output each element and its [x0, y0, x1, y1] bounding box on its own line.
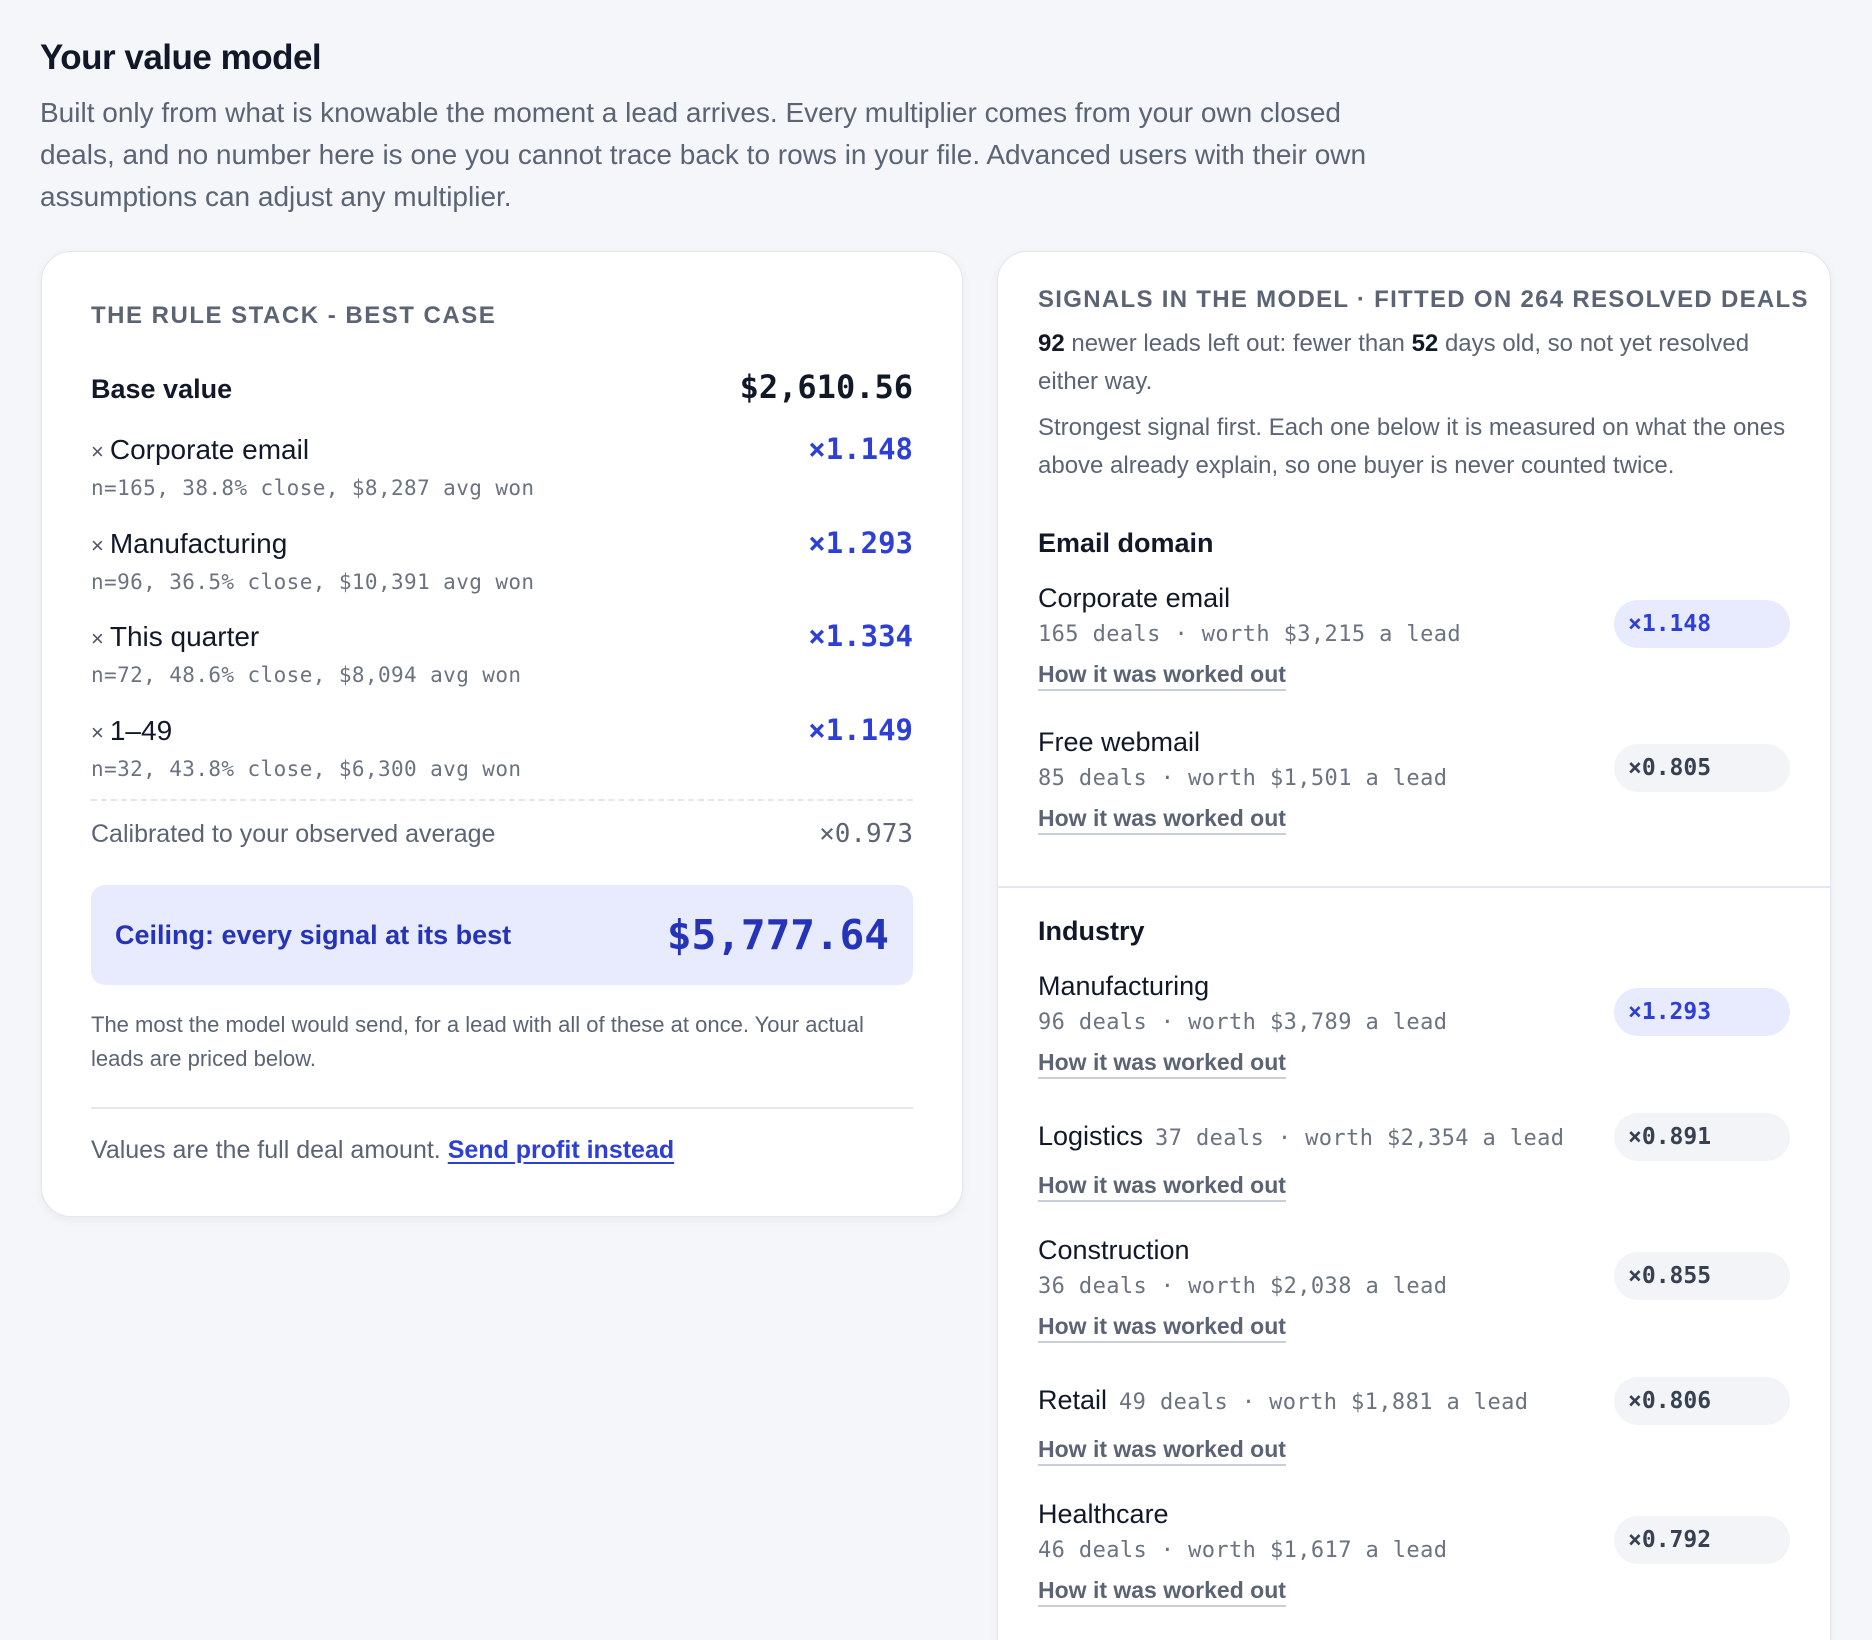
- value-basis-footer: [91, 1136, 674, 1165]
- rule-stats: n=32, 43.8% close, $6,300 avg won: [91, 756, 522, 781]
- signal-name: Corporate email: [1038, 583, 1231, 613]
- how-worked-out-link[interactable]: How it was worked out: [1038, 1436, 1286, 1466]
- signal-name: Healthcare: [1038, 1499, 1169, 1529]
- section-title-email-domain: Email domain: [1038, 528, 1214, 558]
- how-worked-out-link[interactable]: How it was worked out: [1038, 1577, 1286, 1607]
- how-worked-out-link[interactable]: How it was worked out: [1038, 1313, 1286, 1343]
- rule-multiplier[interactable]: ×1.293: [808, 525, 913, 560]
- left-out-count: 92: [1038, 330, 1065, 357]
- how-worked-out-link[interactable]: How it was worked out: [1038, 805, 1286, 835]
- how-worked-out-link[interactable]: How it was worked out: [1038, 661, 1286, 691]
- left-out-text: newer leads left out: fewer than: [1071, 330, 1405, 357]
- signal-stats: 37 deals · worth $2,354 a lead: [1155, 1126, 1565, 1151]
- signals-explanation: Strongest signal first. Each one below it is measured on what the ones above already explain, so one buyer is never counted twice.: [1038, 414, 1786, 479]
- base-value-row: [91, 368, 913, 406]
- multiplier-badge[interactable]: ×0.891: [1614, 1113, 1790, 1161]
- calibration-row: [91, 819, 913, 849]
- signal-item: [1038, 1499, 1790, 1607]
- send-profit-link[interactable]: Send profit instead: [447, 1136, 675, 1164]
- rule-stats: n=96, 36.5% close, $10,391 avg won: [91, 569, 535, 594]
- signal-item: [1038, 727, 1790, 835]
- ceiling-note: The most the model would send, for a lead with all of these at once. Your actual leads are priced below.: [91, 1012, 864, 1071]
- times-icon: ×: [91, 532, 104, 558]
- signal-stats: 36 deals · worth $2,038 a lead: [1038, 1274, 1448, 1299]
- signal-name: Free webmail: [1038, 727, 1201, 757]
- how-worked-out-link[interactable]: How it was worked out: [1038, 1049, 1286, 1079]
- section-title-industry: Industry: [1038, 916, 1145, 946]
- rule-multiplier[interactable]: ×1.149: [808, 712, 913, 747]
- rule-label: Corporate email: [109, 434, 310, 465]
- rule-stats: n=72, 48.6% close, $8,094 avg won: [91, 663, 522, 687]
- rule-row: [91, 713, 913, 807]
- rule-name: [91, 715, 172, 747]
- rule-label: 1–49: [109, 714, 173, 746]
- rule-multiplier[interactable]: ×1.148: [808, 432, 913, 466]
- multiplier-badge[interactable]: ×1.293: [1614, 988, 1790, 1036]
- times-icon: ×: [91, 439, 104, 464]
- rule-list: [91, 432, 913, 806]
- ceiling-box: [91, 885, 913, 985]
- signals-heading: SIGNALS IN THE MODEL · FITTED ON 264 RESOLVED DEALS: [1038, 286, 1809, 313]
- signal-item: [1038, 1235, 1790, 1343]
- rule-name: [91, 621, 259, 653]
- signal-name: Retail: [1038, 1385, 1108, 1415]
- calibration-label: Calibrated to your observed average: [91, 820, 496, 848]
- page-header: [40, 38, 1440, 218]
- signal-item: [1038, 1121, 1790, 1202]
- rule-multiplier[interactable]: ×1.334: [808, 619, 913, 653]
- section-divider: [998, 886, 1830, 888]
- signal-stats: 85 deals · worth $1,501 a lead: [1038, 766, 1448, 791]
- times-icon: ×: [91, 626, 104, 651]
- base-value-label: Base value: [91, 374, 233, 404]
- how-worked-out-link[interactable]: How it was worked out: [1038, 1172, 1286, 1202]
- left-out-days: 52: [1411, 330, 1439, 357]
- rule-row: [91, 432, 913, 526]
- rule-label: Manufacturing: [109, 527, 288, 559]
- signal-stats: 96 deals · worth $3,789 a lead: [1038, 1010, 1448, 1035]
- signal-name: Construction: [1038, 1235, 1190, 1265]
- signal-item: [1038, 583, 1790, 691]
- signal-stats: 49 deals · worth $1,881 a lead: [1119, 1390, 1529, 1415]
- value-basis-text: Values are the full deal amount.: [91, 1136, 441, 1164]
- page-title: Your value model: [40, 38, 322, 77]
- left-out-note: [1038, 325, 1798, 401]
- ceiling-value: $5,777.64: [666, 911, 889, 959]
- dashed-divider: [91, 799, 913, 801]
- rule-stack-heading: THE RULE STACK - BEST CASE: [91, 302, 497, 329]
- divider: [91, 1107, 913, 1109]
- multiplier-badge[interactable]: ×0.805: [1614, 744, 1790, 792]
- times-icon: ×: [91, 719, 104, 745]
- signal-stats: 165 deals · worth $3,215 a lead: [1038, 622, 1461, 647]
- rule-label: This quarter: [109, 621, 260, 652]
- multiplier-badge[interactable]: ×1.148: [1614, 600, 1790, 648]
- signal-name: Manufacturing: [1038, 971, 1210, 1001]
- rule-row: [91, 619, 913, 713]
- page-description: Built only from what is knowable the moment a lead arrives. Every multiplier comes from your own closed deals, and no number here is one you cannot trace back to rows in your file. Advanced users with their own assumptions can adjust any multiplier.: [40, 97, 1367, 212]
- rule-stats: n=165, 38.8% close, $8,287 avg won: [91, 476, 535, 500]
- signal-name: Logistics: [1038, 1121, 1144, 1151]
- left-out-text: days old, so not yet resolved either way.: [1038, 330, 1750, 395]
- signals-card: [997, 251, 1831, 1640]
- signal-item: [1038, 971, 1790, 1079]
- ceiling-label: Ceiling: every signal at its best: [115, 919, 512, 950]
- signal-stats: 46 deals · worth $1,617 a lead: [1038, 1538, 1448, 1563]
- base-value-amount: $2,610.56: [739, 368, 913, 406]
- rule-name: [91, 434, 309, 466]
- rule-name: [91, 528, 287, 560]
- multiplier-badge[interactable]: ×0.792: [1614, 1516, 1790, 1564]
- multiplier-badge[interactable]: ×0.855: [1614, 1252, 1790, 1300]
- signal-item: [1038, 1385, 1790, 1466]
- rule-stack-card: [41, 251, 963, 1217]
- rule-row: [91, 526, 913, 620]
- calibration-value: ×0.973: [819, 819, 913, 849]
- multiplier-badge[interactable]: ×0.806: [1614, 1377, 1790, 1425]
